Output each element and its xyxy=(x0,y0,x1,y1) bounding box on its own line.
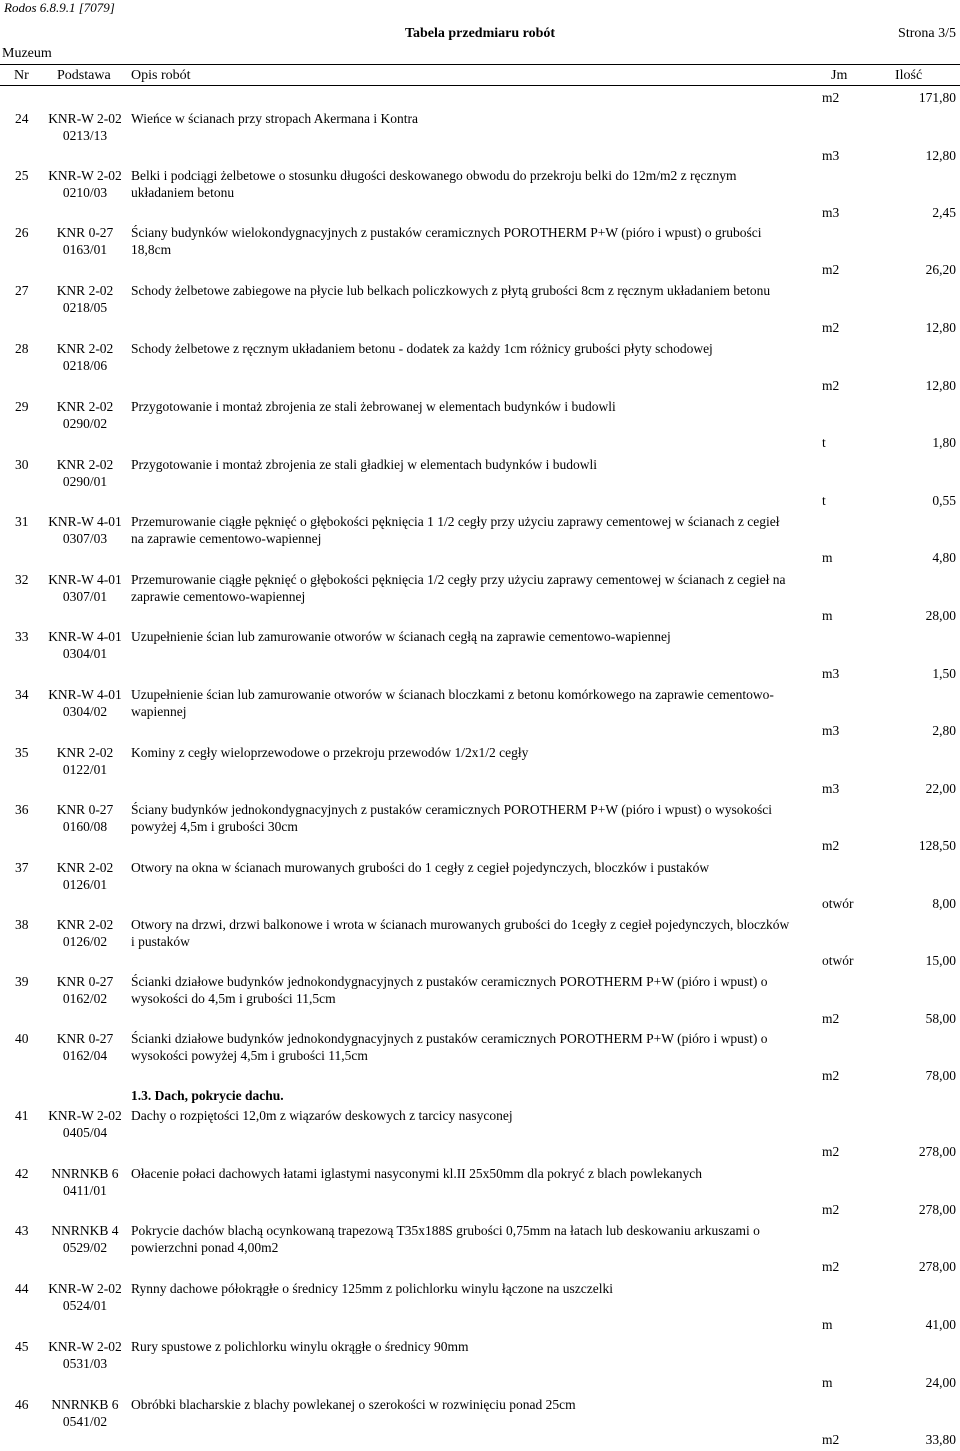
row-description: Dachy o rozpiętości 12,0m z wiązarów deskowych z tarcicy nasyconej xyxy=(131,1108,513,1123)
row-base-code xyxy=(42,744,128,778)
base-position: 0126/01 xyxy=(62,877,108,892)
row-quantity: 41,00 xyxy=(925,1317,956,1332)
base-catalog: KNR-W 2-02 xyxy=(48,1281,122,1296)
row-description: Rynny dachowe półokrągłe o średnicy 125mm z polichlorku winylu łączone na uszczelki xyxy=(131,1281,613,1296)
row-description: Przygotowanie i montaż zbrojenia ze stali gładkiej w elementach budynków i budowli xyxy=(131,457,597,472)
row-number: 37 xyxy=(15,860,29,875)
row-base-code xyxy=(42,110,128,144)
row-unit: m2 xyxy=(822,838,840,853)
base-catalog: KNR-W 2-02 xyxy=(48,111,122,126)
row-base-code xyxy=(42,398,128,432)
row-description: Ściany budynków wielokondygnacyjnych z pustaków ceramicznych POROTHERM P+W (pióro i wpust) o grubości 18,8cm xyxy=(131,225,762,257)
row-number: 36 xyxy=(15,802,29,817)
row-description: Otwory na drzwi, drzwi balkonowe i wrota w ścianach murowanych grubości do 1cegły z cegieł pojedynczych, bloczków i pustaków xyxy=(131,917,790,949)
row-unit: m2 xyxy=(822,90,840,105)
row-quantity: 33,80 xyxy=(925,1432,956,1447)
row-base-code xyxy=(42,456,128,490)
row-quantity: 171,80 xyxy=(918,90,956,105)
row-base-code xyxy=(42,340,128,374)
base-position: 0126/02 xyxy=(62,934,108,949)
base-position: 0162/02 xyxy=(62,991,108,1006)
base-catalog: KNR 2-02 xyxy=(56,399,114,414)
column-header-description: Opis robót xyxy=(131,68,191,83)
row-description: Przemurowanie ciągłe pęknięć o głębokości pęknięcia 1 1/2 cegły przy użyciu zaprawy cementowej w ścianach z cegieł na zaprawie cementowo-wapiennej xyxy=(131,514,780,546)
base-position: 0163/01 xyxy=(62,242,108,257)
base-catalog: NNRNKB 4 xyxy=(51,1223,119,1238)
row-unit: m2 xyxy=(822,1432,840,1447)
row-number: 46 xyxy=(15,1397,29,1412)
row-quantity: 2,45 xyxy=(932,205,956,220)
row-unit: otwór xyxy=(822,896,854,911)
base-catalog: KNR-W 4-01 xyxy=(48,572,122,587)
row-number: 31 xyxy=(15,514,29,529)
base-position: 0160/08 xyxy=(62,819,108,834)
row-quantity: 2,80 xyxy=(932,723,956,738)
base-position: 0411/01 xyxy=(63,1183,107,1198)
row-number: 35 xyxy=(15,745,29,760)
base-catalog: KNR 2-02 xyxy=(56,917,114,932)
base-catalog: KNR 2-02 xyxy=(56,457,114,472)
row-unit: t xyxy=(822,435,826,450)
base-catalog: NNRNKB 6 xyxy=(51,1166,119,1181)
row-description: Kominy z cegły wieloprzewodowe o przekroju przewodów 1/2x1/2 cegły xyxy=(131,745,529,760)
column-header-unit: Jm xyxy=(831,68,848,83)
row-quantity: 15,00 xyxy=(925,953,956,968)
row-number: 24 xyxy=(15,111,29,126)
row-quantity: 278,00 xyxy=(918,1144,956,1159)
base-catalog: KNR 0-27 xyxy=(56,974,114,989)
base-position: 0524/01 xyxy=(62,1298,108,1313)
base-position: 0218/05 xyxy=(62,300,108,315)
row-description: Ścianki działowe budynków jednokondygnacyjnych z pustaków ceramicznych POROTHERM P+W (pióro i wpust) o wysokości powyżej 4,5m i grubości 11,5cm xyxy=(131,1031,768,1063)
row-unit: m3 xyxy=(822,723,840,738)
row-description: Ściany budynków jednokondygnacyjnych z pustaków ceramicznych POROTHERM P+W (pióro i wpust) o wysokości powyżej 4,5m i grubości 30cm xyxy=(131,802,773,834)
row-number: 28 xyxy=(15,341,29,356)
row-unit: m2 xyxy=(822,262,840,277)
row-quantity: 128,50 xyxy=(918,838,956,853)
row-unit: m2 xyxy=(822,1202,840,1217)
row-description: Schody żelbetowe z ręcznym układaniem betonu - dodatek za każdy 1cm różnicy grubości płyty schodowej xyxy=(131,341,713,356)
row-base-code xyxy=(42,513,128,547)
row-base-code xyxy=(42,686,128,720)
row-unit: m2 xyxy=(822,1011,840,1026)
row-number: 27 xyxy=(15,283,29,298)
row-number: 38 xyxy=(15,917,29,932)
row-quantity: 0,55 xyxy=(932,493,956,508)
row-base-code xyxy=(42,916,128,950)
base-position: 0122/01 xyxy=(62,762,108,777)
row-quantity: 278,00 xyxy=(918,1202,956,1217)
row-number: 44 xyxy=(15,1281,29,1296)
row-number: 40 xyxy=(15,1031,29,1046)
row-base-code xyxy=(42,571,128,605)
row-number: 30 xyxy=(15,457,29,472)
row-description: Ścianki działowe budynków jednokondygnacyjnych z pustaków ceramicznych POROTHERM P+W (pióro i wpust) o wysokości do 4,5m i grubości 11,5cm xyxy=(131,974,768,1006)
base-catalog: KNR 2-02 xyxy=(56,283,114,298)
column-header-base: Podstawa xyxy=(57,68,111,83)
row-base-code xyxy=(42,801,128,835)
row-number: 39 xyxy=(15,974,29,989)
row-unit: m3 xyxy=(822,781,840,796)
row-quantity: 28,00 xyxy=(925,608,956,623)
row-base-code xyxy=(42,973,128,1007)
base-position: 0290/01 xyxy=(62,474,108,489)
row-description: Ołacenie połaci dachowych łatami iglastymi nasyconymi kl.II 25x50mm dla pokryć z blach powlekanych xyxy=(131,1166,702,1181)
base-position: 0405/04 xyxy=(62,1125,108,1140)
base-catalog: KNR-W 4-01 xyxy=(48,514,122,529)
row-base-code xyxy=(42,1396,128,1430)
base-catalog: KNR 2-02 xyxy=(56,341,114,356)
header-top-rule xyxy=(0,64,960,65)
row-base-code xyxy=(42,1280,128,1314)
row-base-code xyxy=(42,1107,128,1141)
row-base-code xyxy=(42,1165,128,1199)
row-quantity: 12,80 xyxy=(925,320,956,335)
row-base-code xyxy=(42,1338,128,1372)
base-catalog: KNR-W 2-02 xyxy=(48,1339,122,1354)
row-unit: m xyxy=(822,1375,833,1390)
row-base-code xyxy=(42,167,128,201)
row-description: Rury spustowe z polichlorku winylu okrągłe o średnicy 90mm xyxy=(131,1339,469,1354)
row-description: Schody żelbetowe zabiegowe na płycie lub belkach policzkowych z płytą grubości 8cm z ręcznym układaniem betonu xyxy=(131,283,771,298)
base-catalog: KNR 0-27 xyxy=(56,802,114,817)
row-description: Obróbki blacharskie z blachy powlekanej o szerokości w rozwinięciu ponad 25cm xyxy=(131,1397,576,1412)
base-position: 0304/02 xyxy=(62,704,108,719)
base-catalog: KNR-W 4-01 xyxy=(48,687,122,702)
row-base-code xyxy=(42,282,128,316)
base-catalog: KNR-W 2-02 xyxy=(48,168,122,183)
row-base-code xyxy=(42,628,128,662)
row-base-code xyxy=(42,859,128,893)
row-unit: m xyxy=(822,608,833,623)
base-position: 0218/06 xyxy=(62,358,108,373)
row-unit: m xyxy=(822,550,833,565)
base-catalog: NNRNKB 6 xyxy=(51,1397,119,1412)
base-catalog: KNR 0-27 xyxy=(56,225,114,240)
row-quantity: 26,20 xyxy=(925,262,956,277)
row-number: 29 xyxy=(15,399,29,414)
base-catalog: KNR 2-02 xyxy=(56,745,114,760)
row-number: 45 xyxy=(15,1339,29,1354)
row-unit: m2 xyxy=(822,1259,840,1274)
section-title: 1.3. Dach, pokrycie dachu. xyxy=(131,1088,284,1103)
row-quantity: 58,00 xyxy=(925,1011,956,1026)
row-number: 43 xyxy=(15,1223,29,1238)
page-number: Strona 3/5 xyxy=(898,26,956,41)
row-base-code xyxy=(42,1030,128,1064)
row-unit: m3 xyxy=(822,205,840,220)
row-unit: m2 xyxy=(822,320,840,335)
row-number: 32 xyxy=(15,572,29,587)
row-description: Belki i podciągi żelbetowe o stosunku długości deskowanego obwodu do przekroju belki do 12m/m2 z ręcznym układaniem betonu xyxy=(131,168,737,200)
row-quantity: 22,00 xyxy=(925,781,956,796)
row-quantity: 8,00 xyxy=(932,896,956,911)
row-unit: t xyxy=(822,493,826,508)
row-unit: m3 xyxy=(822,666,840,681)
row-quantity: 24,00 xyxy=(925,1375,956,1390)
column-header-nr: Nr xyxy=(14,68,29,83)
row-unit: m2 xyxy=(822,378,840,393)
row-quantity: 1,80 xyxy=(932,435,956,450)
row-unit: m xyxy=(822,1317,833,1332)
app-name: Rodos 6.8.9.1 [7079] xyxy=(4,0,115,15)
row-description: Pokrycie dachów blachą ocynkowaną trapezową T35x188S grubości 0,75mm na łatach lub deskowaniu arkuszami o powierzchni ponad 4,00m2 xyxy=(131,1223,760,1255)
row-number: 33 xyxy=(15,629,29,644)
row-description: Uzupełnienie ścian lub zamurowanie otworów w ścianach cegłą na zaprawie cementowo-wapiennej xyxy=(131,629,671,644)
row-unit: m2 xyxy=(822,1144,840,1159)
row-quantity: 12,80 xyxy=(925,378,956,393)
row-base-code xyxy=(42,224,128,258)
row-base-code xyxy=(42,1222,128,1256)
base-position: 0162/04 xyxy=(62,1048,108,1063)
row-description: Wieńce w ścianach przy stropach Akermana i Kontra xyxy=(131,111,418,126)
row-description: Otwory na okna w ścianach murowanych grubości do 1 cegły z cegieł pojedynczych, bloczków i pustaków xyxy=(131,860,710,875)
base-position: 0210/03 xyxy=(62,185,108,200)
base-catalog: KNR-W 4-01 xyxy=(48,629,122,644)
base-catalog: KNR 2-02 xyxy=(56,860,114,875)
client-name: Muzeum xyxy=(2,46,52,61)
row-unit: m2 xyxy=(822,1068,840,1083)
row-description: Uzupełnienie ścian lub zamurowanie otworów w ścianach bloczkami z betonu komórkowego na zaprawie cementowo-wapiennej xyxy=(131,687,774,719)
base-position: 0307/01 xyxy=(62,589,108,604)
base-position: 0290/02 xyxy=(62,416,108,431)
row-number: 25 xyxy=(15,168,29,183)
row-number: 26 xyxy=(15,225,29,240)
row-unit: m3 xyxy=(822,148,840,163)
base-position: 0213/13 xyxy=(62,128,108,143)
row-unit: otwór xyxy=(822,953,854,968)
row-number: 42 xyxy=(15,1166,29,1181)
row-description: Przygotowanie i montaż zbrojenia ze stali żebrowanej w elementach budynków i budowli xyxy=(131,399,616,414)
row-quantity: 4,80 xyxy=(932,550,956,565)
base-position: 0541/02 xyxy=(62,1414,108,1429)
base-position: 0529/02 xyxy=(62,1240,108,1255)
base-position: 0304/01 xyxy=(62,646,108,661)
row-description: Przemurowanie ciągłe pęknięć o głębokości pęknięcia 1/2 cegły przy użyciu zaprawy cementowej w ścianach z cegieł na zaprawie cementowo-wapiennej xyxy=(131,572,786,604)
row-quantity: 12,80 xyxy=(925,148,956,163)
base-position: 0307/03 xyxy=(62,531,108,546)
base-catalog: KNR-W 2-02 xyxy=(48,1108,122,1123)
column-header-quantity: Ilość xyxy=(895,68,923,83)
header-bottom-rule xyxy=(0,85,960,86)
row-number: 34 xyxy=(15,687,29,702)
row-number: 41 xyxy=(15,1108,29,1123)
document-title: Tabela przedmiaru robót xyxy=(404,26,556,41)
base-catalog: KNR 0-27 xyxy=(56,1031,114,1046)
row-quantity: 1,50 xyxy=(932,666,956,681)
row-quantity: 278,00 xyxy=(918,1259,956,1274)
base-position: 0531/03 xyxy=(62,1356,108,1371)
row-quantity: 78,00 xyxy=(925,1068,956,1083)
